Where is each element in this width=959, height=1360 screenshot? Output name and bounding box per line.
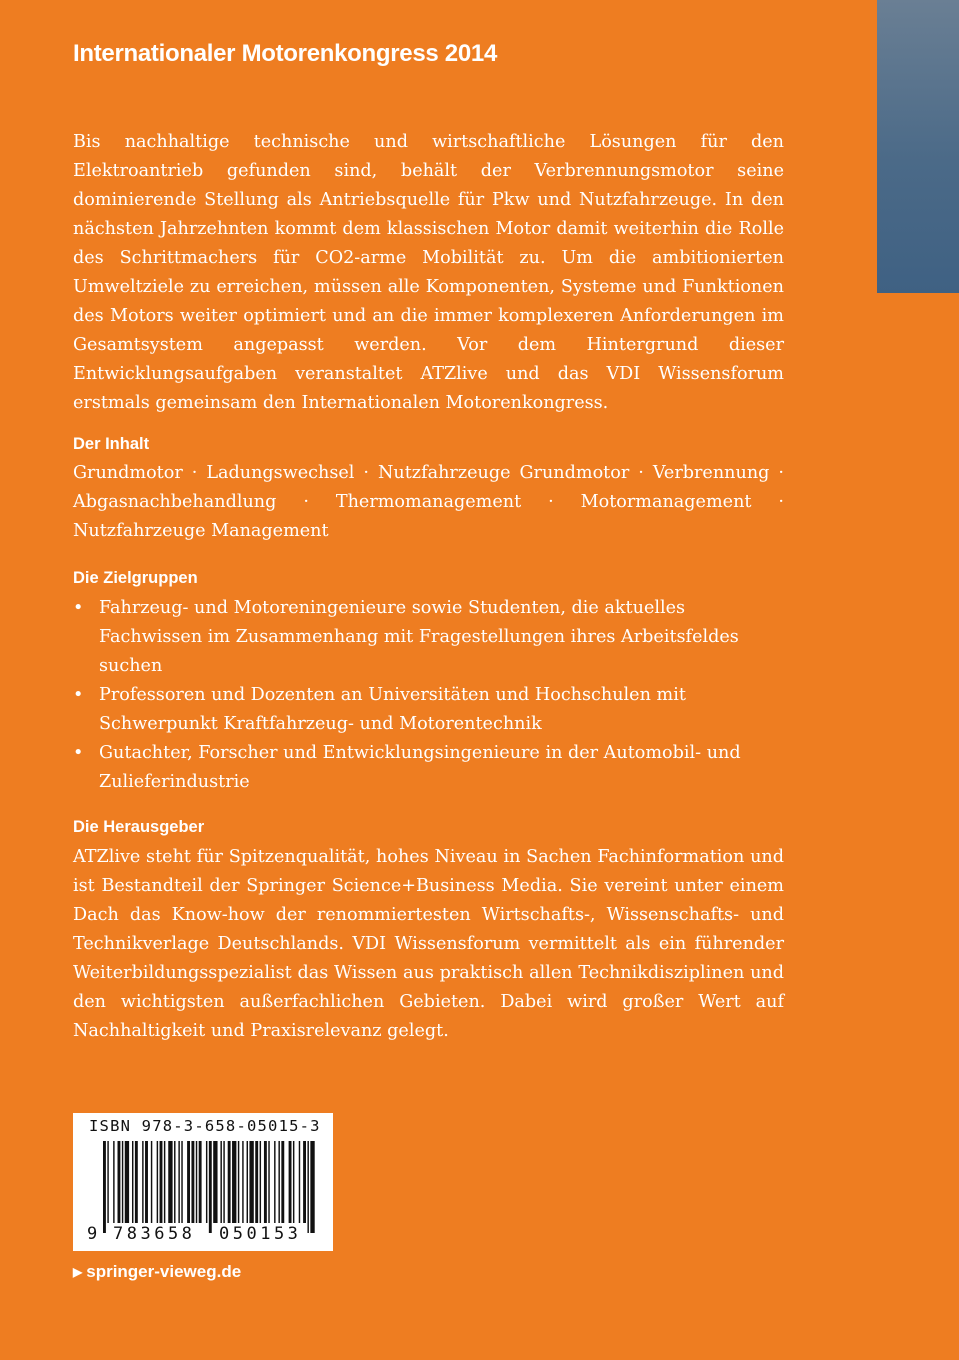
list-item-text: Professoren und Dozenten an Universitäten und Hochschulen mit Schwerpunkt Kraftfahrzeug- und Motorentechnik <box>99 685 686 734</box>
publisher-link[interactable] <box>73 1262 241 1282</box>
bullet-icon: • <box>73 743 84 763</box>
barcode-digits-left: 783658 <box>113 1224 196 1244</box>
list-item <box>73 739 784 797</box>
isbn-barcode-box <box>73 1113 333 1251</box>
isbn-label: ISBN 978-3-658-05015-3 <box>89 1117 321 1135</box>
list-item <box>73 594 784 681</box>
inhalt-text: Grundmotor · Ladungswechsel · Nutzfahrzeuge Grundmotor · Verbrennung · Abgasnachbehandlung · Thermomanagement · Motormanagement · Nutzfahrzeuge Management <box>73 463 784 541</box>
list-item-text: Fahrzeug- und Motoreningenieure sowie Studenten, die aktuelles Fachwissen im Zusammenhang mit Fragestellungen ihres Arbeitsfeldes suchen <box>99 598 739 676</box>
herausgeber-text: ATZlive steht für Spitzenqualität, hohes Niveau in Sachen Fachinformation und ist Bestandteil der Springer Science+Business Media. Sie vereint unter einem Dach das Know-how der renommiertesten Wirtschafts-, Wissenschafts- und Technikverlage Deutschlands. VDI Wissensforum vermittelt als ein führender Weiterbildungsspezialist das Wissen aus praktisch allen Technikdisziplinen und den wichtigsten außerfachlichen Gebieten. Dabei wird großer Wert auf Nachhaltigkeit und Praxisrelevanz gelegt. <box>73 847 784 1041</box>
list-item <box>73 681 784 739</box>
book-title: Internationaler Motorenkongress 2014 <box>73 40 497 67</box>
arrow-right-icon: ▶ <box>73 1265 83 1279</box>
accent-strip <box>877 0 959 293</box>
heading-zielgruppen: Die Zielgruppen <box>73 569 198 587</box>
barcode-digit-first: 9 <box>87 1224 98 1244</box>
barcode-digits-right: 050153 <box>219 1224 302 1244</box>
list-item-text: Gutachter, Forscher und Entwicklungsingenieure in der Automobil- und Zulieferindustrie <box>99 743 741 792</box>
zielgruppen-list <box>73 594 784 797</box>
heading-herausgeber: Die Herausgeber <box>73 818 205 836</box>
bullet-icon: • <box>73 685 84 705</box>
publisher-url: springer-vieweg.de <box>86 1262 242 1281</box>
heading-inhalt: Der Inhalt <box>73 435 150 453</box>
intro-paragraph: Bis nachhaltige technische und wirtschaftliche Lösungen für den Elektroantrieb gefunden sind, behält der Verbrennungsmotor seine dominierende Stellung als Antriebsquelle für Pkw und Nutzfahrzeuge. In den nächsten Jahrzehnten kommt dem klassischen Motor damit weiterhin die Rolle des Schrittmachers für CO2-arme Mobilität zu. Um die ambitionierten Umweltziele zu erreichen, müssen alle Komponenten, Systeme und Funktionen des Motors weiter optimiert und an die immer komplexeren Anforderungen im Gesamtsystem angepasst werden. Vor dem Hintergrund dieser Entwicklungsaufgaben veranstaltet ATZlive und das VDI Wissensforum erstmals gemeinsam den Internationalen Motorenkongress. <box>73 132 784 413</box>
bullet-icon: • <box>73 598 84 618</box>
